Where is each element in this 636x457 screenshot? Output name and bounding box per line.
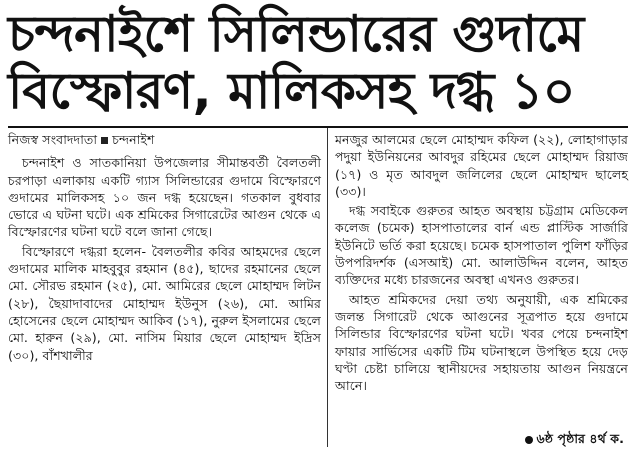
paragraph: মনজুর আলমের ছেলে মোহাম্মদ কফিল (২২), লোহাগাড়ার পদুয়া ইউনিয়নের আবদুর রহিমের ছেলে মোহাম্মদ রিয়াজ (১৭) ও মৃত আবদুল জলিলের ছেলে মোহাম্মদ ছালেহ (৩৩)। — [335, 132, 628, 199]
paragraph: চন্দনাইশ ও সাতকানিয়া উপজেলার সীমান্তবর্তী বৈলতলী চরপাড়া এলাকায় একটি গ্যাস সিলিন্ডারের গুদামে বিস্ফোরণে গুদামের মালিকসহ ১০ জন দগ্ধ হয়েছেন। গতকাল বুধবার ভোরে এ ঘটনা ঘটে। এক শ্রমিকের সিগারেটের আগুন থেকে এ বিস্ফোরণের ঘটনা ঘটে বলে জানা গেছে। — [8, 155, 321, 240]
headline-line-1: চন্দনাইশে সিলিন্ডারের গুদামে — [8, 5, 584, 63]
headline-line-2: বিস্ফোরণ, মালিকসহ দগ্ধ ১০ — [8, 62, 575, 120]
bullet-icon — [525, 436, 533, 444]
byline-reporter: নিজস্ব সংবাদদাতা — [8, 132, 98, 147]
right-column — [335, 131, 628, 394]
headline-rule — [8, 126, 628, 128]
byline — [8, 131, 321, 148]
continuation-note — [525, 430, 624, 451]
left-column — [8, 131, 321, 364]
paragraph: দগ্ধ সবাইকে গুরুতর আহত অবস্থায় চট্টগ্রাম মেডিকেল কলেজ (চমেক) হাসপাতালের বার্ন এন্ড প্লাস্টিক সার্জারি ইউনিটে ভর্তি করা হয়েছে। চমেক হাসপাতাল পুলিশ ফাঁড়ির উপপরিদর্শক (এসআই) মো. আলাউদ্দিন বলেন, আহত ব্যক্তিদের মধ্যে চারজনের অবস্থা এখনও গুরুতর। — [335, 203, 628, 288]
headline — [8, 6, 628, 122]
square-bullet-icon — [101, 137, 108, 144]
paragraph: আহত শ্রমিকদের দেয়া তথ্য অনুযায়ী, এক শ্রমিকের জলন্ত সিগারেট থেকে আগুনের সূত্রপাত হয়ে গুদামে সিলিন্ডার বিস্ফোরণের ঘটনা ঘটে। খবর পেয়ে চন্দনাইশ ফায়ার সার্ভিসের একটি টিম ঘটনাস্থলে উপস্থিত হয়ে দেড় ঘণ্টা চেষ্টা চালিয়ে স্থানীয়দের সহায়তায় আগুন নিয়ন্ত্রনে আনে। — [335, 291, 628, 394]
continuation-text: ৬ষ্ঠ পৃষ্ঠার ৪র্থ ক. — [536, 431, 624, 446]
byline-location: চন্দনাইশ — [112, 132, 155, 147]
column-divider — [327, 128, 328, 447]
paragraph: বিস্ফোরণে দগ্ধরা হলেন- বৈলতলীর কবির আহমদের ছেলে গুদামের মালিক মাহবুবুর রহমান (৪৫), ছাদের রহমানের ছেলে মো. সৌরভ রহমান (২৫), মো. আমিরের ছেলে মোহাম্মদ লিটন (২৮), ছৈয়াদাবাদের মোহাম্মদ ইউনুস (২৬), মো. আমির হোসেনের ছেলে মোহাম্মদ আকিব (১৭), নুরুল ইসলামের ছেলে মো. হারুন (২৯), মো. নাসিম মিয়ার ছেলে মোহাম্মদ ইদ্রিস (৩০), বাঁশখালীর — [8, 243, 321, 363]
